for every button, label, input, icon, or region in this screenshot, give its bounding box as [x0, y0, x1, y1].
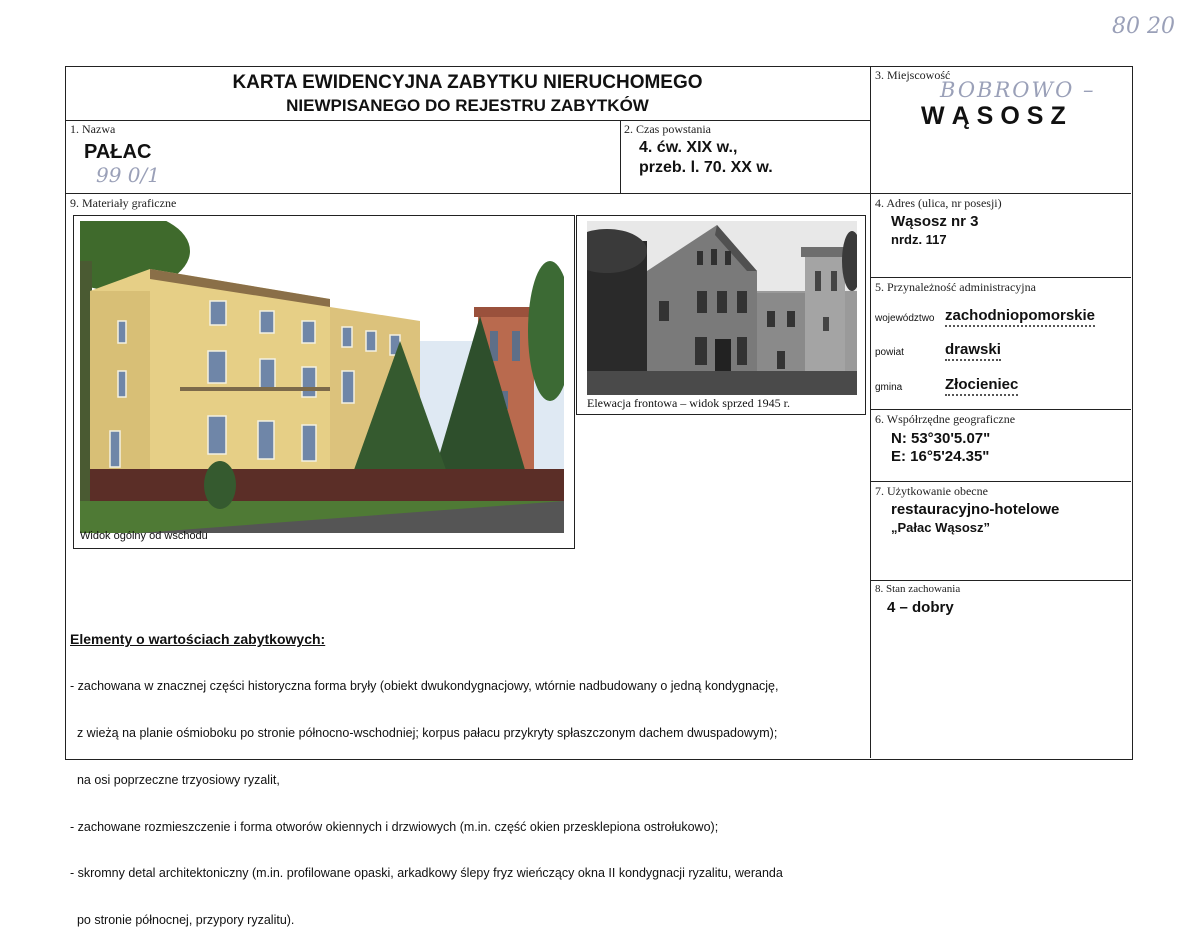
address-line2: nrdz. 117	[891, 232, 947, 247]
condition-value: 4 – dobry	[887, 599, 954, 616]
elements-line: po stronie północnej, przypory ryzalitu).	[70, 913, 295, 928]
date-line1: 4. ćw. XIX w.,	[639, 139, 738, 156]
locality-label: 3. Miejscowość	[875, 68, 951, 82]
locality-handwritten: BOBROWO –	[940, 78, 1096, 102]
palace-east-illustration	[80, 221, 564, 533]
usage-line1: restauracyjno-hotelowe	[891, 501, 1060, 518]
condition-label: 8. Stan zachowania	[875, 583, 961, 595]
usage-label: 7. Użytkowanie obecne	[875, 484, 988, 498]
date-line2: przeb. l. 70. XX w.	[639, 159, 773, 176]
divider-name-date	[620, 120, 621, 193]
photo-east-caption: Widok ogólny od wschodu	[80, 530, 208, 542]
divider-under-name	[65, 193, 1131, 194]
elements-line: na osi poprzeczne trzyosiowy ryzalit,	[70, 772, 280, 787]
divider-right-column	[870, 66, 871, 758]
county-value: drawski	[945, 341, 1001, 361]
voivodeship-label: województwo	[875, 313, 935, 324]
address-line1: Wąsosz nr 3	[891, 213, 979, 230]
coords-north: N: 53°30'5.07"	[891, 430, 991, 447]
usage-line2: „Pałac Wąsosz”	[891, 520, 990, 535]
photo-east-view	[73, 215, 575, 549]
address-label: 4. Adres (ulica, nr posesji)	[875, 196, 1002, 210]
name-handwritten-note: 99 0/1	[96, 163, 160, 187]
divider-header	[65, 120, 870, 121]
divider-under-coords	[870, 481, 1131, 482]
coords-east: E: 16°5'24.35"	[891, 448, 990, 465]
name-value: PAŁAC	[84, 141, 152, 163]
divider-under-usage	[870, 580, 1131, 581]
elements-line: - zachowana w znacznej części historyczna forma bryły (obiekt dwukondygnacjowy, wtórnie nadbudowany o jedną kondygnację,	[70, 679, 779, 694]
elements-line: - zachowane rozmieszczenie i forma otworów okiennych i drzwiowych (m.in. część okien przesklepiona ostrołukowo);	[70, 819, 719, 834]
photo-front-caption: Elewacja frontowa – widok sprzed 1945 r.	[587, 396, 790, 410]
voivodeship-value: zachodniopomorskie	[945, 307, 1095, 327]
elements-heading: Elementy o wartościach zabytkowych:	[70, 631, 326, 647]
county-label: powiat	[875, 347, 904, 358]
card-title: KARTA EWIDENCYJNA ZABYTKU NIERUCHOMEGO	[232, 72, 703, 93]
commune-value: Złocieniec	[945, 376, 1018, 396]
photo-front-elevation	[576, 215, 866, 415]
locality-value: WĄSOSZ	[921, 102, 1073, 130]
elements-list	[70, 648, 866, 944]
graphics-label: 9. Materiały graficzne	[70, 196, 177, 210]
name-label: 1. Nazwa	[70, 122, 116, 136]
date-label: 2. Czas powstania	[624, 122, 711, 136]
palace-prewar-illustration	[587, 221, 857, 395]
handwritten-number: 80 20	[1112, 14, 1175, 39]
coords-label: 6. Współrzędne geograficzne	[875, 412, 1016, 426]
admin-label: 5. Przynależność administracyjna	[875, 280, 1036, 294]
elements-line: - skromny detal architektoniczny (m.in. profilowane opaski, arkadkowy ślepy fryz wieńczący okna II kondygnacji ryzalitu, weranda	[70, 866, 783, 881]
elements-line: z wieżą na planie ośmioboku po stronie północno-wschodniej; korpus pałacu przykryty spłaszczonym dachem dwuspadowym);	[70, 725, 778, 740]
commune-label: gmina	[875, 382, 903, 393]
divider-under-address	[870, 277, 1131, 278]
divider-under-admin	[870, 409, 1131, 410]
card-subtitle: NIEWPISANEGO DO REJESTRU ZABYTKÓW	[286, 96, 649, 115]
